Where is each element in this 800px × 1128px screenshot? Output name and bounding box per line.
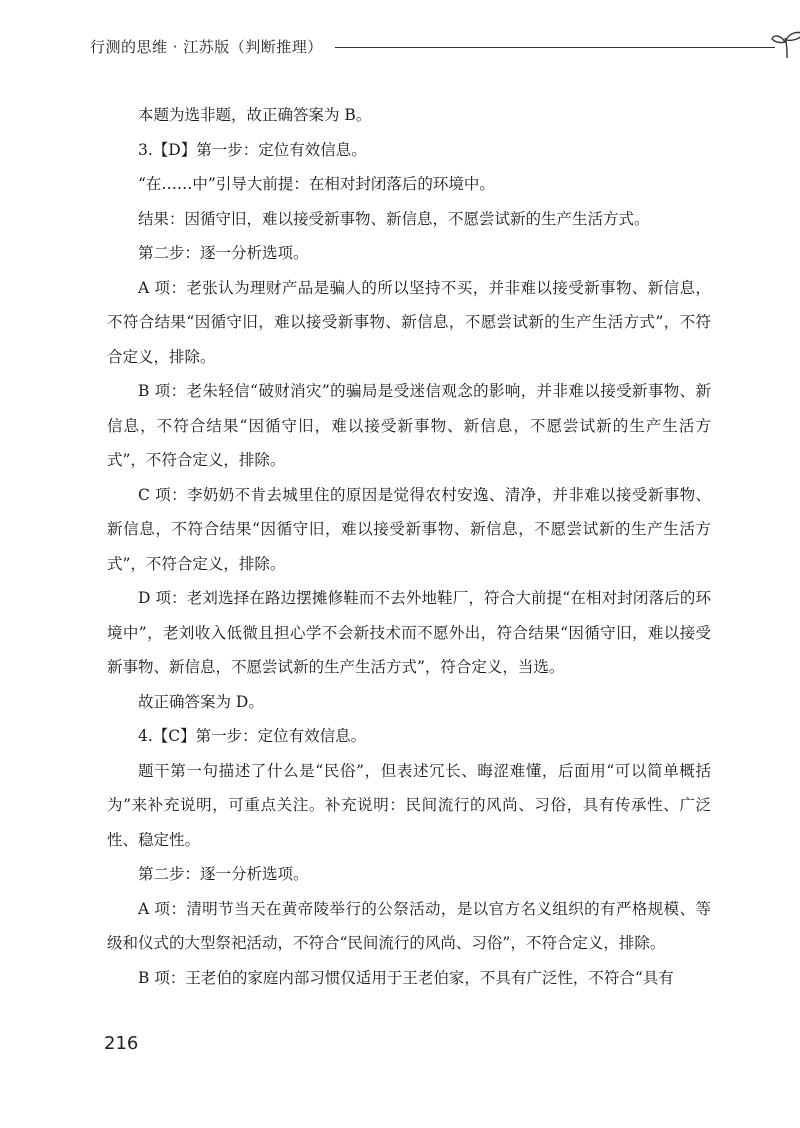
page-number: 216 <box>104 1033 139 1054</box>
paragraph-11: 4.【C】第一步：定位有效信息。 <box>138 727 367 745</box>
paragraph-13: 第二步：逐一分析选项。 <box>138 865 309 883</box>
paragraph-14: A 项：清明节当天在黄帝陵举行的公祭活动，是以官方名义组织的有严格规模、等级和仪式的大型祭祀活动，不符合“民间流行的风尚、习俗”，不符合定义，排除。 <box>107 899 711 952</box>
page-body <box>107 98 711 995</box>
paragraph-15: B 项：王老伯的家庭内部习惯仅适用于王老伯家，不具有广泛性，不符合“具有 <box>138 968 674 987</box>
paragraph-2: 3.【D】第一步：定位有效信息。 <box>138 140 367 159</box>
paragraph-7: B 项：老朱轻信“破财消灾”的骗局是受迷信观念的影响，并非难以接受新事物、新信息，不符合结果“因循守旧，难以接受新事物、新信息，不愿尝试新的生产生活方式”，不符合定义，排除。 <box>107 382 711 469</box>
paragraph-6: A 项：老张认为理财产品是骗人的所以坚持不买，并非难以接受新事物、新信息，不符合结果“因循守旧，难以接受新事物、新信息，不愿尝试新的生产生活方式”，不符合定义，排除。 <box>107 278 711 366</box>
paragraph-4: 结果：因循守旧，难以接受新事物、新信息，不愿尝试新的生产生活方式。 <box>138 209 650 228</box>
header-rule <box>335 47 775 48</box>
book-title: 行测的思维 · 江苏版（判断推理） <box>90 38 323 56</box>
sprout-icon <box>770 30 800 60</box>
paragraph-5: 第二步：逐一分析选项。 <box>138 244 309 262</box>
paragraph-3: “在……中”引导大前提：在相对封闭落后的环境中。 <box>138 175 495 193</box>
paragraph-8: C 项：李奶奶不肯去城里住的原因是觉得农村安逸、清净，并非难以接受新事物、新信息，不符合结果“因循守旧，难以接受新事物、新信息，不愿尝试新的生产生活方式”，不符合定义，排除。 <box>107 485 711 573</box>
paragraph-1: 本题为选非题，故正确答案为 B。 <box>138 106 372 124</box>
paragraph-12: 题干第一句描述了什么是“民俗”，但表述冗长、晦涩难懂，后面用“可以简单概括为”来补充说明，可重点关注。补充说明：民间流行的风尚、习俗，具有传承性、广泛性、稳定性。 <box>107 761 711 849</box>
paragraph-10: 故正确答案为 D。 <box>138 692 264 711</box>
running-header <box>90 30 730 62</box>
paragraph-9: D 项：老刘选择在路边摆摊修鞋而不去外地鞋厂，符合大前提“在相对封闭落后的环境中”，老刘收入低微且担心学不会新技术而不愿外出，符合结果“因循守旧，难以接受新事物、新信息，不愿尝试新的生产生活方式”，符合定义，当选。 <box>107 589 711 676</box>
